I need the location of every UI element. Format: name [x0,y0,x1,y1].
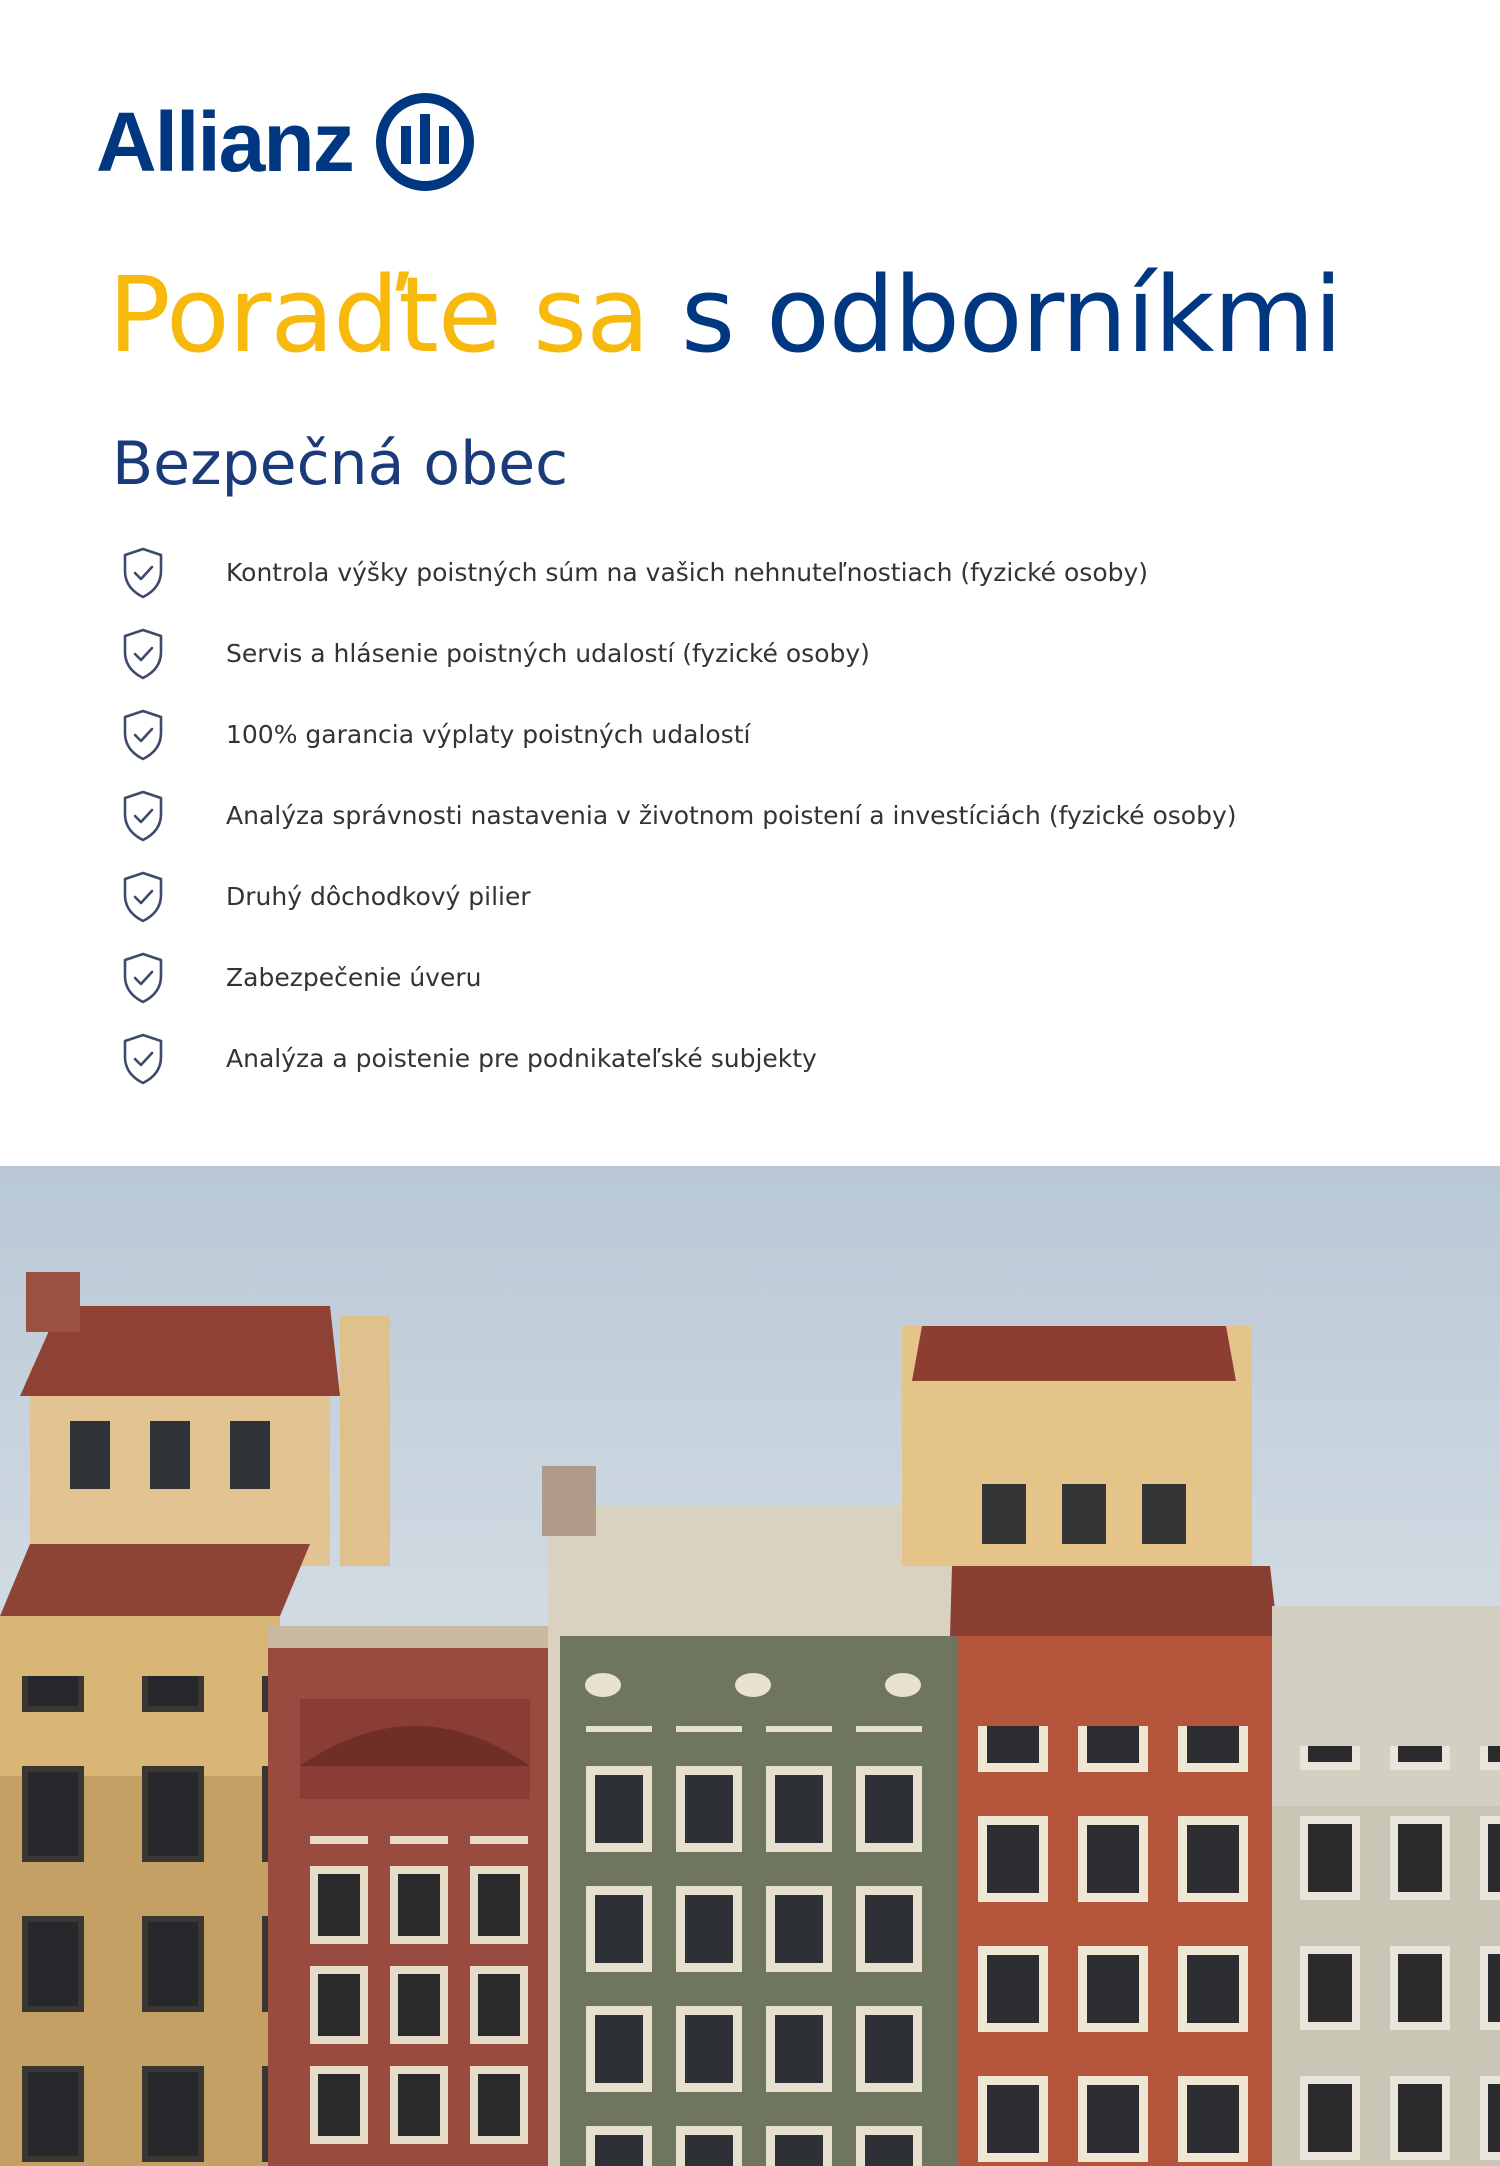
brand-wordmark: Allianz [96,95,353,189]
benefit-item [120,775,1237,856]
headline-highlight: Poraďte sa [108,254,649,376]
shield-check-icon [120,1032,166,1086]
brand-logo [96,92,475,192]
headline-rest: s odborníkmi [680,254,1342,376]
benefit-item [120,532,1237,613]
benefit-text: Zabezpečenie úveru [226,963,482,992]
benefit-text: Servis a hlásenie poistných udalostí (fyzické osoby) [226,639,870,668]
shield-check-icon [120,546,166,600]
benefit-item [120,1018,1237,1099]
benefit-text: Analýza správnosti nastavenia v životnom poistení a investíciách (fyzické osoby) [226,801,1237,830]
allianz-eagle-icon [375,92,475,192]
shield-check-icon [120,870,166,924]
benefit-text: Analýza a poistenie pre podnikateľské subjekty [226,1044,817,1073]
townhouses-photo [0,1166,1500,2166]
benefit-text: Druhý dôchodkový pilier [226,882,531,911]
benefit-item [120,613,1237,694]
benefit-text: 100% garancia výplaty poistných udalostí [226,720,751,749]
benefit-item [120,856,1237,937]
shield-check-icon [120,708,166,762]
shield-check-icon [120,627,166,681]
shield-check-icon [120,951,166,1005]
section-title: Bezpečná obec [112,429,569,499]
townhouse-facades-illustration [0,1166,1500,2166]
benefit-text: Kontrola výšky poistných súm na vašich nehnuteľnostiach (fyzické osoby) [226,558,1149,587]
shield-check-icon [120,789,166,843]
page-headline [108,254,1342,376]
benefit-item [120,694,1237,775]
benefits-list [120,532,1237,1099]
benefit-item [120,937,1237,1018]
